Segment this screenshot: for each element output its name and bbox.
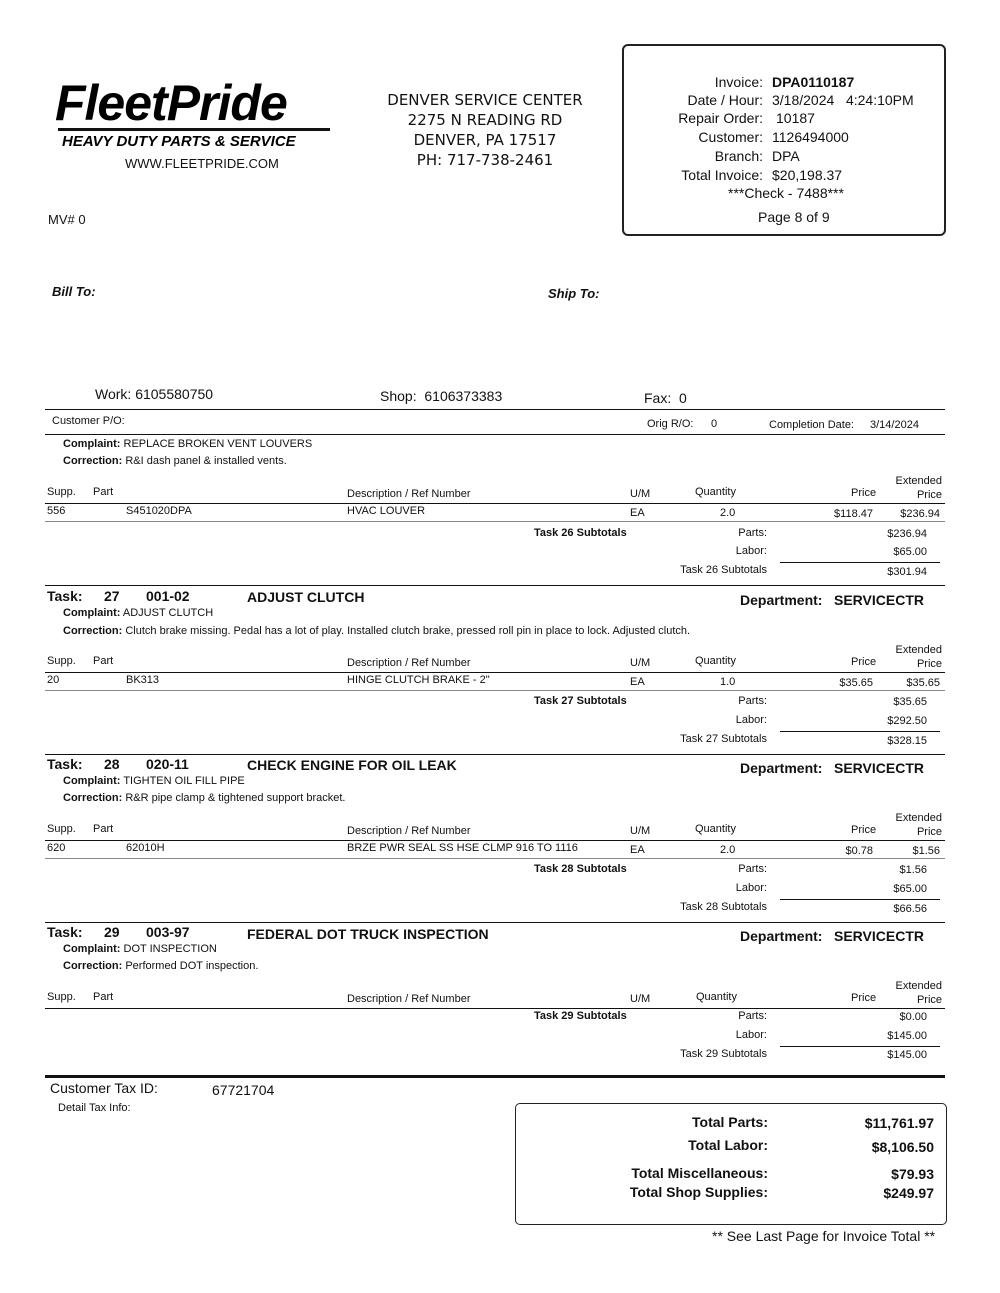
task26-price: $118.47 xyxy=(834,508,873,520)
task28-um: EA xyxy=(630,844,645,856)
logo-tagline: HEAVY DUTY PARTS & SERVICE xyxy=(62,133,296,150)
col-desc: Description / Ref Number xyxy=(347,825,471,837)
task28-total: $66.56 xyxy=(893,903,927,915)
task29-code: 003-97 xyxy=(146,924,190,940)
repair-order-value: 10187 xyxy=(776,110,815,126)
total-invoice-label: Total Invoice: xyxy=(681,167,763,183)
task27-total: $328.15 xyxy=(887,735,927,747)
total-parts-value: $11,761.97 xyxy=(864,1115,934,1131)
col-ext: Extended Price xyxy=(895,812,942,838)
task28-top-rule xyxy=(45,754,945,755)
col-desc: Description / Ref Number xyxy=(347,657,471,669)
total-shop-supplies-label: Total Shop Supplies: xyxy=(629,1184,768,1200)
col-ext: Extended Price xyxy=(895,644,942,670)
task28-supp: 620 xyxy=(47,842,66,854)
task27-supp: 20 xyxy=(47,674,60,686)
check-number: ***Check - 7488*** xyxy=(728,185,844,201)
col-um: U/M xyxy=(630,657,651,669)
task28-correction: Correction: R&R pipe clamp & tightened support bracket. xyxy=(63,792,346,804)
task29-parts: $0.00 xyxy=(899,1011,927,1023)
orig-ro-value: 0 xyxy=(711,418,718,430)
col-supp: Supp. xyxy=(47,823,76,835)
customer-value: 1126494000 xyxy=(772,129,849,145)
see-last-page-note: ** See Last Page for Invoice Total ** xyxy=(712,1228,936,1244)
col-part: Part xyxy=(93,486,114,498)
total-misc-value: $79.93 xyxy=(891,1166,934,1182)
date-label: Date / Hour: xyxy=(687,92,763,108)
col-price: Price xyxy=(851,824,877,836)
task27-subtotal-rule xyxy=(780,731,940,732)
col-qty: Quantity xyxy=(696,991,737,1003)
orig-ro-label: Orig R/O: xyxy=(647,418,694,430)
invoice-label: Invoice: xyxy=(714,74,763,90)
task26-supp: 556 xyxy=(47,505,66,517)
task28-labor: $65.00 xyxy=(893,883,927,895)
task29-header-line xyxy=(45,1008,945,1009)
col-qty: Quantity xyxy=(695,823,736,835)
col-part: Part xyxy=(93,655,114,667)
fax-number: Fax: 0 xyxy=(644,390,687,406)
col-part: Part xyxy=(93,991,114,1003)
footer-thick-rule xyxy=(45,1075,945,1078)
task28-qty: 2.0 xyxy=(720,844,736,856)
task29-total: $145.00 xyxy=(887,1049,927,1061)
task28-subtotals-label: Task 28 Subtotals xyxy=(534,863,627,875)
col-supp: Supp. xyxy=(47,991,76,1003)
task27-title: ADJUST CLUTCH xyxy=(247,589,365,605)
task29-correction: Correction: Performed DOT inspection. xyxy=(63,960,259,972)
task29-parts-label: Parts: xyxy=(738,1010,767,1022)
task29-total-label: Task 29 Subtotals xyxy=(680,1048,767,1060)
mv-number: MV# 0 xyxy=(48,212,86,227)
task26-total: $301.94 xyxy=(887,566,927,578)
task29-labor: $145.00 xyxy=(887,1030,927,1042)
logo-underline xyxy=(58,128,330,131)
logo xyxy=(55,75,287,131)
task27-part: BK313 xyxy=(126,674,160,686)
task28-header-line xyxy=(45,840,945,841)
task27-line-rule xyxy=(45,690,945,691)
task26-complaint: Complaint: REPLACE BROKEN VENT LOUVERS xyxy=(63,438,313,450)
detail-tax-info-label: Detail Tax Info: xyxy=(58,1102,131,1114)
invoice-number: DPA0110187 xyxy=(772,74,855,90)
task28-labor-label: Labor: xyxy=(735,882,767,894)
website: WWW.FLEETPRIDE.COM xyxy=(125,156,279,171)
task29-top-rule xyxy=(45,922,945,923)
page-number: Page 8 of 9 xyxy=(758,209,830,225)
col-supp: Supp. xyxy=(47,486,76,498)
task28-desc: BRZE PWR SEAL SS HSE CLMP 916 TO 1116 xyxy=(347,842,578,854)
task27-complaint: Complaint: ADJUST CLUTCH xyxy=(63,607,214,619)
task26-labor-label: Labor: xyxy=(735,545,767,557)
task27-parts-label: Parts: xyxy=(738,695,767,707)
total-parts-label: Total Parts: xyxy=(692,1114,768,1130)
completion-date-value: 3/14/2024 xyxy=(870,419,919,431)
col-supp: Supp. xyxy=(47,655,76,667)
shop-phone: Shop: 6106373383 xyxy=(380,388,503,404)
service-center-name: DENVER SERVICE CENTER xyxy=(387,91,583,109)
col-price: Price xyxy=(851,656,877,668)
ship-to-label: Ship To: xyxy=(548,286,600,301)
task29-title: FEDERAL DOT TRUCK INSPECTION xyxy=(247,926,489,942)
task27-department-label: Department: xyxy=(740,592,823,608)
task28-label: Task: xyxy=(47,756,83,772)
service-center-phone: PH: 717-738-2461 xyxy=(416,151,554,169)
task26-qty: 2.0 xyxy=(720,507,736,519)
col-qty: Quantity xyxy=(695,655,736,667)
service-center-city: DENVER, PA 17517 xyxy=(413,131,557,149)
col-desc: Description / Ref Number xyxy=(347,993,471,1005)
task28-title: CHECK ENGINE FOR OIL LEAK xyxy=(247,757,457,773)
task27-labor: $292.50 xyxy=(887,715,927,727)
po-divider xyxy=(45,434,945,435)
task26-ext: $236.94 xyxy=(900,508,940,520)
task28-line-rule xyxy=(45,858,945,859)
date-value: 3/18/2024 4:24:10PM xyxy=(772,92,914,108)
total-labor-value: $8,106.50 xyxy=(871,1139,934,1155)
task26-subtotal-rule xyxy=(780,562,940,563)
task28-price: $0.78 xyxy=(845,845,873,857)
task26-subtotals-label: Task 26 Subtotals xyxy=(534,527,627,539)
col-price: Price xyxy=(851,992,877,1004)
task27-ext: $35.65 xyxy=(906,677,940,689)
task27-number: 27 xyxy=(104,588,120,604)
completion-date-label: Completion Date: xyxy=(769,419,854,431)
task26-desc: HVAC LOUVER xyxy=(347,505,426,517)
task28-ext: $1.56 xyxy=(912,845,940,857)
col-ext: Extended Price xyxy=(895,475,942,501)
task27-labor-label: Labor: xyxy=(735,714,767,726)
task28-subtotal-rule xyxy=(780,899,940,900)
task26-line-rule xyxy=(45,521,945,522)
total-shop-supplies-value: $249.97 xyxy=(883,1185,934,1201)
task29-subtotal-rule xyxy=(780,1046,940,1047)
task27-um: EA xyxy=(630,676,645,688)
service-center-address xyxy=(355,90,615,170)
customer-tax-id-value: 67721704 xyxy=(212,1082,275,1098)
task28-complaint: Complaint: TIGHTEN OIL FILL PIPE xyxy=(63,775,245,787)
task26-header-line xyxy=(45,503,945,504)
totals-box xyxy=(515,1103,947,1225)
task27-code: 001-02 xyxy=(146,588,190,604)
col-ext: Extended Price xyxy=(895,980,942,1006)
task27-total-label: Task 27 Subtotals xyxy=(680,733,767,745)
branch-label: Branch: xyxy=(714,148,763,164)
task27-desc: HINGE CLUTCH BRAKE - 2" xyxy=(347,674,490,686)
task27-parts: $35.65 xyxy=(893,696,927,708)
task27-label: Task: xyxy=(47,588,83,604)
invoice-info-box xyxy=(622,44,946,236)
task27-department: SERVICECTR xyxy=(834,592,924,608)
col-um: U/M xyxy=(630,825,651,837)
task28-parts-label: Parts: xyxy=(738,863,767,875)
task29-department-label: Department: xyxy=(740,928,823,944)
col-price: Price xyxy=(851,487,877,499)
task27-header-line xyxy=(45,672,945,673)
task26-um: EA xyxy=(630,507,645,519)
customer-po-label: Customer P/O: xyxy=(52,415,125,427)
col-desc: Description / Ref Number xyxy=(347,488,471,500)
bill-to-label: Bill To: xyxy=(52,284,96,299)
task26-labor: $65.00 xyxy=(893,546,927,558)
repair-order-label: Repair Order: xyxy=(678,110,763,126)
task29-labor-label: Labor: xyxy=(735,1029,767,1041)
task29-number: 29 xyxy=(104,924,120,940)
col-part: Part xyxy=(93,823,114,835)
task27-top-rule xyxy=(45,585,945,586)
total-invoice-value: $20,198.37 xyxy=(772,167,843,183)
task26-total-label: Task 26 Subtotals xyxy=(680,564,767,576)
customer-tax-id-label: Customer Tax ID: xyxy=(50,1080,158,1096)
logo-wordmark: FleetPride xyxy=(55,75,287,131)
col-um: U/M xyxy=(630,488,651,500)
task29-complaint: Complaint: DOT INSPECTION xyxy=(63,943,217,955)
task27-subtotals-label: Task 27 Subtotals xyxy=(534,695,627,707)
task28-department-label: Department: xyxy=(740,760,823,776)
col-um: U/M xyxy=(630,993,651,1005)
customer-label: Customer: xyxy=(698,129,763,145)
task26-parts-label: Parts: xyxy=(738,527,767,539)
task28-number: 28 xyxy=(104,756,120,772)
work-phone: Work: 6105580750 xyxy=(95,386,214,402)
col-qty: Quantity xyxy=(695,486,736,498)
service-center-street: 2275 N READING RD xyxy=(407,111,563,129)
task28-total-label: Task 28 Subtotals xyxy=(680,901,767,913)
branch-value: DPA xyxy=(772,148,800,164)
task26-correction: Correction: R&I dash panel & installed vents. xyxy=(63,455,287,467)
task29-subtotals-label: Task 29 Subtotals xyxy=(534,1010,627,1022)
task26-part: S451020DPA xyxy=(126,505,192,517)
task28-part: 62010H xyxy=(126,842,165,854)
total-labor-label: Total Labor: xyxy=(688,1137,768,1153)
task27-qty: 1.0 xyxy=(720,676,736,688)
total-misc-label: Total Miscellaneous: xyxy=(631,1165,768,1181)
task28-code: 020-11 xyxy=(146,756,189,772)
task28-department: SERVICECTR xyxy=(834,760,924,776)
task27-correction: Correction: Clutch brake missing. Pedal has a lot of play. Installed clutch brake, pressed roll pin in place to lock. Adjusted clutch. xyxy=(63,625,691,637)
task27-price: $35.65 xyxy=(839,677,873,689)
task29-label: Task: xyxy=(47,924,83,940)
task28-parts: $1.56 xyxy=(899,864,927,876)
contact-divider xyxy=(45,409,945,410)
task29-department: SERVICECTR xyxy=(834,928,924,944)
task26-parts: $236.94 xyxy=(887,528,927,540)
